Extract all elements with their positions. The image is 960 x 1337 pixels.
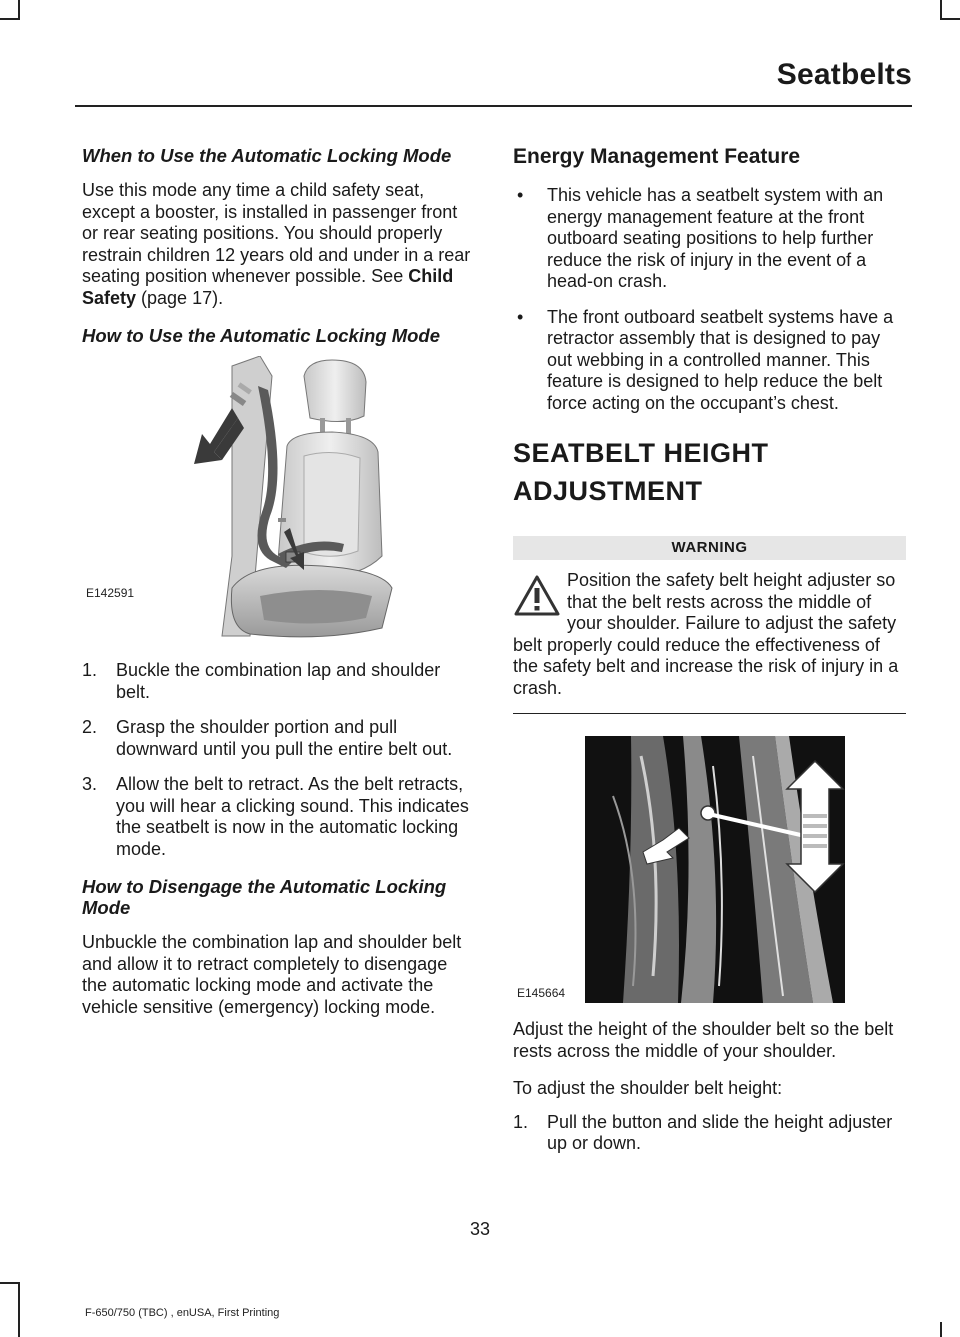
crop-mark-bottom-right — [940, 1322, 942, 1337]
seat-illustration — [82, 356, 477, 642]
footer-info: F-650/750 (TBC) , enUSA, First Printing — [85, 1307, 280, 1319]
paragraph-disengage: Unbuckle the combination lap and shoulder belt and allow it to retract completely to disengage the automatic locking mode and activate the vehicle sensitive (emergency) locking mode. — [82, 932, 462, 1017]
list-item — [513, 185, 906, 293]
crop-mark-top-right-h — [940, 18, 960, 20]
list-item — [82, 717, 477, 760]
bullet-icon: • — [517, 306, 524, 327]
crop-mark-top-left-h — [0, 18, 20, 20]
crop-mark-bottom-left-h — [0, 1282, 20, 1284]
step-number: 1. — [513, 1111, 529, 1132]
warning-box — [513, 570, 906, 714]
crop-mark-top-left — [18, 0, 20, 20]
paragraph-to-adjust: To adjust the shoulder belt height: — [513, 1078, 783, 1098]
paragraph-adjust-height: Adjust the height of the shoulder belt so the belt rests across the middle of your shoulder. — [513, 1019, 894, 1061]
paragraph-when-to-use-text: Use this mode any time a child safety seat, except a booster, is installed in passenger front or rear seating positions. You should properly restrain children 12 years old and under in a rear seating position whenever possible. See — [82, 180, 471, 286]
figure-seat-illustration — [82, 356, 477, 642]
step-text: Buckle the combination lap and shoulder belt. — [116, 660, 441, 702]
heading-line-1: SEATBELT HEIGHT — [513, 438, 769, 468]
list-item — [82, 660, 477, 703]
step-number: 3. — [82, 774, 98, 794]
step-text: Allow the belt to retract. As the belt retracts, you will hear a clicking sound. This indicates the seatbelt is now in the automatic locking mode. — [116, 774, 469, 859]
warning-label: WARNING — [513, 536, 906, 560]
header-rule — [75, 105, 912, 107]
height-adjuster-illustration — [513, 736, 906, 1003]
figure-label-e145664: E145664 — [517, 986, 566, 1000]
height-adjust-steps — [513, 1112, 906, 1155]
bullet-text: This vehicle has a seatbelt system with an energy management feature at the front outboard seating positions to help further reduce the risk of injury in the event of a head-on crash. — [547, 185, 884, 291]
step-text: Grasp the shoulder portion and pull downward until you pull the entire belt out. — [116, 717, 453, 759]
child-safety-link[interactable]: Child Safety — [82, 266, 454, 308]
right-column — [513, 145, 906, 1171]
heading-line-2: ADJUSTMENT — [513, 476, 703, 506]
warning-text: Position the safety belt height adjuster so that the belt rests across the middle of your shoulder. Failure to adjust the safety belt properly could reduce the effectiveness of the safety belt and increase the risk of injury in a crash. — [513, 570, 899, 698]
heading-energy-management: Energy Management Feature — [513, 145, 801, 168]
energy-management-bullets — [513, 185, 906, 414]
heading-how-to-use: How to Use the Automatic Locking Mode — [82, 325, 441, 346]
warning-triangle-icon — [513, 574, 561, 618]
figure-height-adjuster — [513, 736, 906, 1003]
left-column — [82, 145, 477, 1034]
crop-mark-bottom-left — [18, 1282, 20, 1337]
heading-how-to-disengage: How to Disengage the Automatic Locking Mode — [82, 876, 447, 918]
list-item — [513, 1112, 906, 1155]
paragraph-when-to-use — [82, 180, 477, 309]
crop-mark-top-right — [940, 0, 942, 20]
page-reference: (page 17). — [136, 287, 224, 308]
list-item — [513, 307, 906, 415]
page-header-title: Seatbelts — [776, 58, 912, 91]
step-number: 1. — [82, 660, 98, 680]
heading-seatbelt-height-adjustment — [513, 434, 906, 510]
automatic-locking-steps — [82, 660, 477, 860]
figure-label-e142591: E142591 — [86, 586, 135, 600]
bullet-text: The front outboard seatbelt systems have a retractor assembly that is designed to pay out webbing in a controlled manner. This feature is designed to help reduce the belt force acting on the occupant’s chest. — [547, 306, 894, 413]
heading-when-to-use: When to Use the Automatic Locking Mode — [82, 145, 452, 166]
list-item — [82, 774, 477, 860]
step-number: 2. — [82, 717, 98, 737]
bullet-icon: • — [517, 185, 524, 205]
page-number: 33 — [469, 1219, 491, 1239]
step-text: Pull the button and slide the height adjuster up or down. — [547, 1111, 893, 1153]
